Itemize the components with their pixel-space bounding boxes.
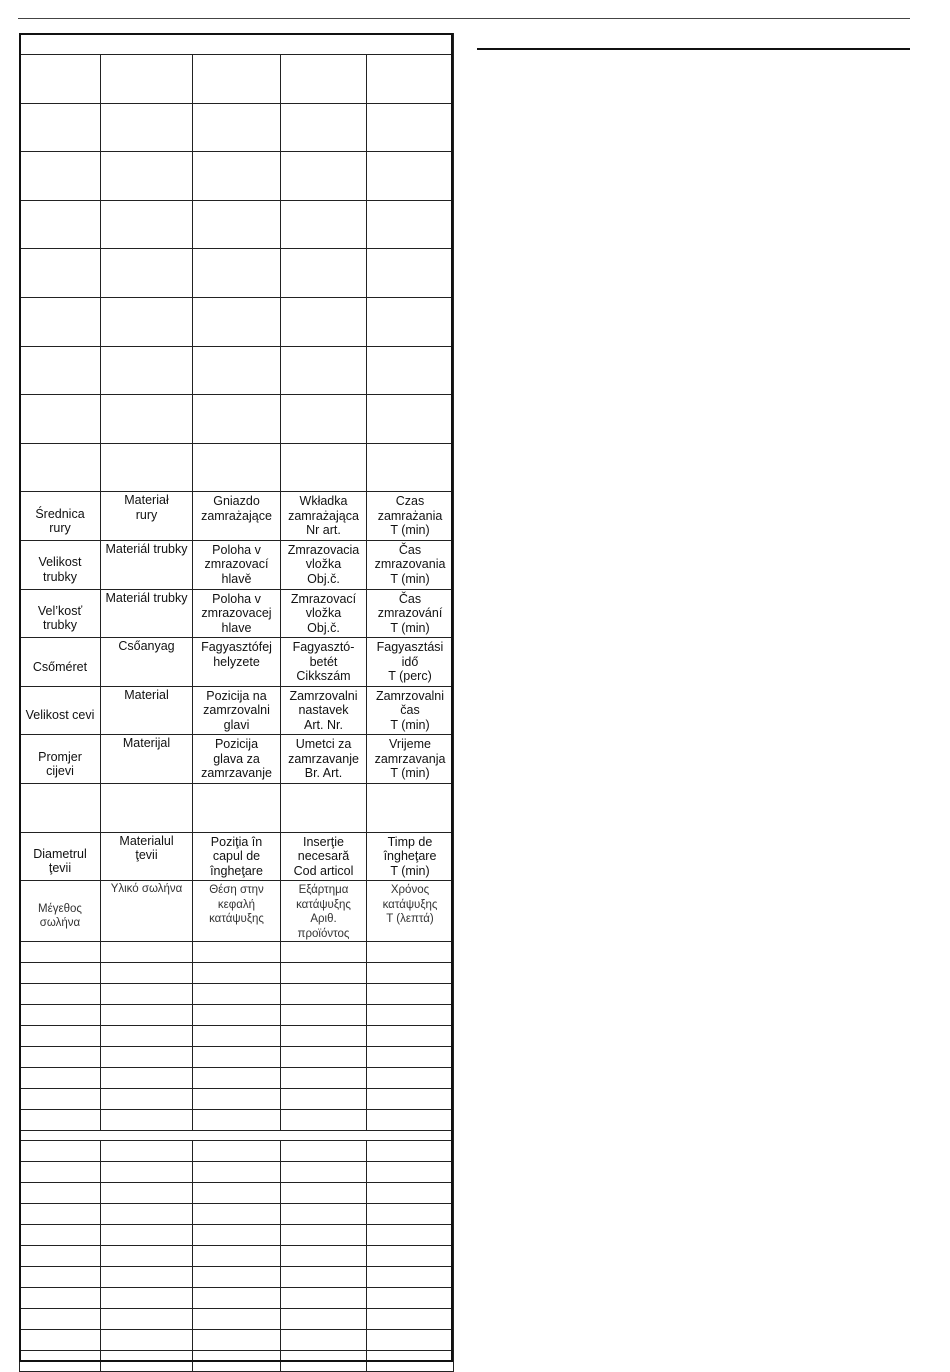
- freezing-time-header: Čas zmrazovania T (min): [367, 540, 454, 589]
- pipe-material-header: Materiál trubky: [101, 540, 193, 589]
- freeze-head-position-header: Θέση στην κεφαλή κατάψυξης: [193, 881, 281, 942]
- pipe-size-header: Promjer cijevi: [20, 735, 101, 784]
- freezing-time-header: Timp de îngheţare T (min): [367, 832, 454, 881]
- freeze-insert-header: Wkładka zamrażająca Nr art.: [281, 492, 367, 541]
- page-top-rule: [18, 18, 910, 19]
- pipe-material-header: Materijal: [101, 735, 193, 784]
- right-column-rule: [477, 48, 910, 50]
- freeze-insert-header: Umetci za zamrzavanje Br. Art.: [281, 735, 367, 784]
- pipe-size-header: Velikost cevi: [20, 686, 101, 735]
- freezing-time-header: Czas zamrażania T (min): [367, 492, 454, 541]
- freeze-head-position-header: Fagyasztófej helyzete: [193, 638, 281, 687]
- freezing-time-header: Fagyasztási idő T (perc): [367, 638, 454, 687]
- freeze-head-position-header: Pozicija glava za zamrzavanje: [193, 735, 281, 784]
- pipe-size-header: Csőméret: [20, 638, 101, 687]
- pipe-material-header: Material: [101, 686, 193, 735]
- pipe-material-header: Materiał rury: [101, 492, 193, 541]
- pipe-size-header: Μέγεθος σωλήνα: [20, 881, 101, 942]
- freeze-insert-header: Zmrazovací vložka Obj.č.: [281, 589, 367, 638]
- freeze-insert-header: Zmrazovacia vložka Obj.č.: [281, 540, 367, 589]
- pipe-size-header: Średnica rury: [20, 492, 101, 541]
- freeze-head-position-header: Poziţia în capul de îngheţare: [193, 832, 281, 881]
- pipe-material-header: Materialul ţevii: [101, 832, 193, 881]
- freeze-head-position-header: Gniazdo zamrażające: [193, 492, 281, 541]
- freeze-head-position-header: Pozicija na zamrzovalni glavi: [193, 686, 281, 735]
- freeze-insert-header: Zamrzovalni nastavek Art. Nr.: [281, 686, 367, 735]
- pipe-size-header: Diametrul ţevii: [20, 832, 101, 881]
- pipe-size-header: Velikost trubky: [20, 540, 101, 589]
- freeze-insert-header: Fagyasztó- betét Cikkszám: [281, 638, 367, 687]
- freezing-time-header: Čas zmrazování T (min): [367, 589, 454, 638]
- pipe-material-header: Materiál trubky: [101, 589, 193, 638]
- freezing-time-header: Vrijeme zamrzavanja T (min): [367, 735, 454, 784]
- pipe-material-header: Csőanyag: [101, 638, 193, 687]
- freeze-head-position-header: Poloha v zmrazovacej hlave: [193, 589, 281, 638]
- pipe-size-header: Vel’kosť trubky: [20, 589, 101, 638]
- freeze-head-position-header: Poloha v zmrazovací hlavě: [193, 540, 281, 589]
- table-outer-frame: [19, 33, 453, 1362]
- freeze-insert-header: Εξάρτημα κατάψυξης Αριθ. προϊόντος: [281, 881, 367, 942]
- freeze-insert-header: Inserţie necesară Cod articol: [281, 832, 367, 881]
- pipe-material-header: Υλικό σωλήνα: [101, 881, 193, 942]
- freezing-time-header: Χρόνος κατάψυξης T (λεπτά): [367, 881, 454, 942]
- freezing-time-header: Zamrzovalni čas T (min): [367, 686, 454, 735]
